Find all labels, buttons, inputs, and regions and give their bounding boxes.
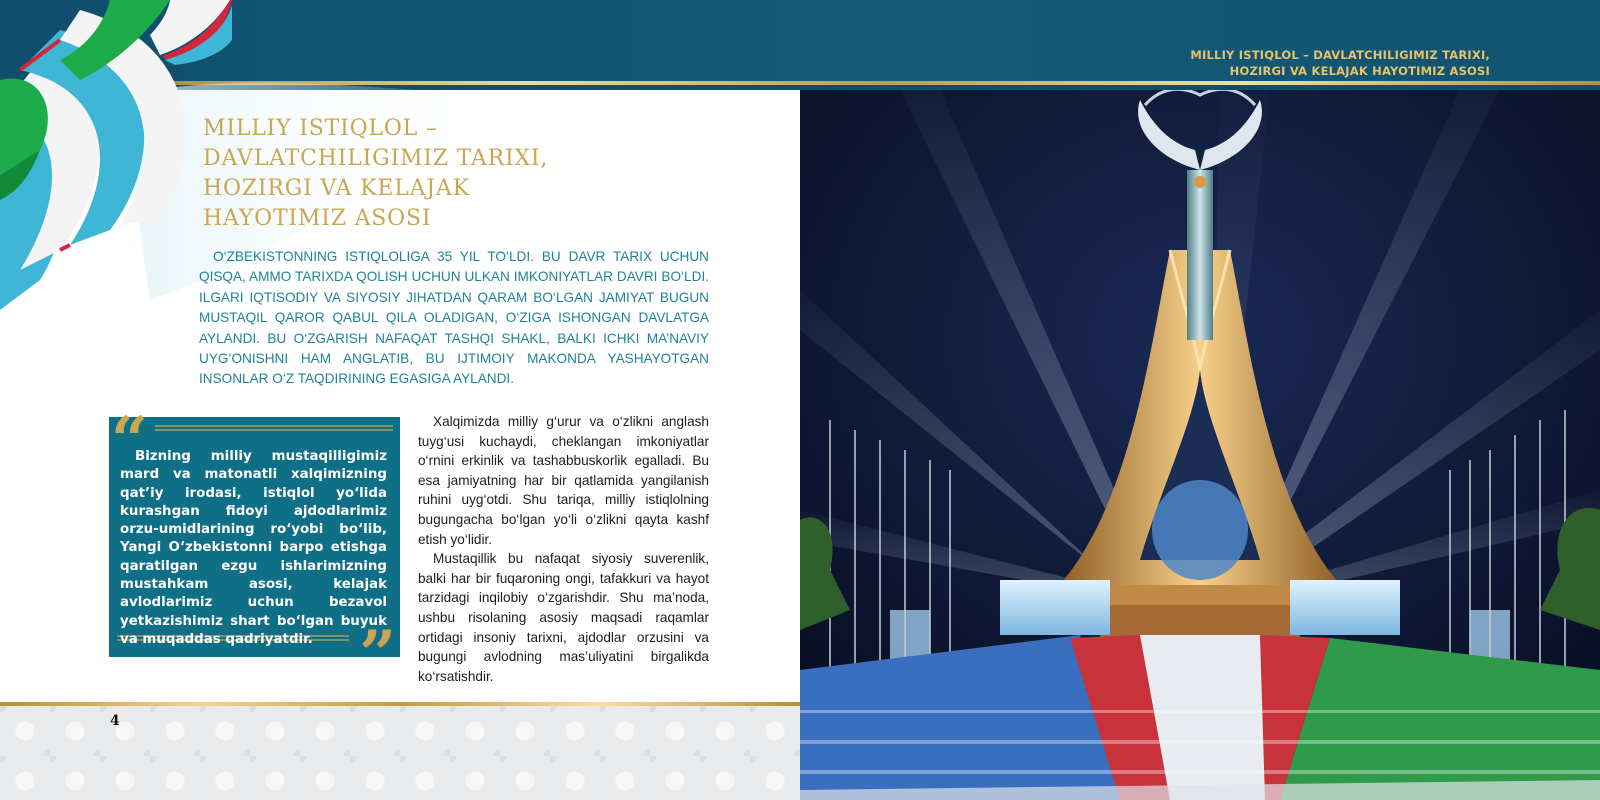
page-title-line-4: HAYOTIMIZ ASOSI bbox=[203, 206, 432, 231]
page-title-line-2: DAVLATCHILIGIMIZ TARIXI, bbox=[203, 146, 549, 171]
page-title-line-3: HOZIRGI VA KELAJAK bbox=[203, 176, 470, 201]
quote-text: Bizning milliy mustaqilligimiz mard va matonatli xalqimizning qat’iy irodasi, istiqlol yo‘lida kurashgan fidoyi ajdodlarimiz orzu-umidlarining ro‘yobi bo‘lib, Yangi O‘zbekistonni barpo etishga qaratilgan ezgu ishlarimizning mustahkam asosi, kelajak avlodlarimiz uchun bezavol yetkazishimiz shart bo‘lgan buyuk va muqaddas qadriyatdir. bbox=[120, 449, 387, 647]
body-paragraph-1: Xalqimizda milliy g‘urur va o‘zlikni anglash tuyg‘usi kuchaydi, cheklangan imkoniyatlar o‘rnini erkinlik va tashabbuskorlik egalladi. Bu esa jamiyatning har bir qatlamida yangilanish ruhini uyg‘otdi. Shu tariqa, milliy istiqlolning bugungacha bo‘lgan yo‘li o‘zlikni qayta kashf etish yo‘lidir. bbox=[418, 414, 709, 547]
page-title bbox=[203, 114, 623, 234]
lead-paragraph: O‘ZBEKISTONNING ISTIQLOLIGA 35 YIL TO‘LDI. BU DAVR TARIX UCHUN QISQA, AMMO TARIXDA QOLISH UCHUN ULKAN IMKONIYATLAR DAVRI BO‘LDI. ILGARI IQTISODIY VA SIYOSIY JIHATDAN QARAM BO‘LGAN JAMIYAT BUGUN MUSTAQIL QAROR QABUL QILA OLADIGAN, O‘ZIGA ISHONGAN DAVLATGA AYLANDI. BU O‘ZGARISH NAFAQAT TASHQI SHAKL, BALKI ICHKI MA’NAVIY UYG‘ONISHNI HAM ANGLATIB, BU IJTIMOIY MAKONDA YASHAYOTGAN INSONLAR O‘Z TAQDIRINING EGASIGA AYLANDI. bbox=[199, 249, 709, 387]
body-paragraph-2: Mustaqillik bu nafaqat siyosiy suverenlik, balki har bir fuqaroning ongi, tafakkuri va hayot tarzidagi inqilobiy o‘zgarishdir. Shu ma’noda, ushbu risolaning asosiy maqsadi raqamlar ortidagi insoniy tarixni, ajdodlar orzusini va bugungi avlodning mas’uliyatini birgalikda ko‘rsatishdir. bbox=[418, 551, 709, 684]
page-title-line-1: MILLIY ISTIQLOL – bbox=[203, 116, 438, 141]
body-text bbox=[418, 412, 709, 686]
open-quote-icon: “ bbox=[111, 403, 148, 478]
monument-photo bbox=[800, 90, 1600, 800]
running-head bbox=[930, 47, 1490, 79]
close-quote-icon: ” bbox=[359, 617, 396, 692]
running-head-line-1: MILLIY ISTIQLOL – DAVLATCHILIGIMIZ TARIXI, bbox=[1190, 48, 1490, 62]
running-head-line-2: HOZIRGI VA KELAJAK HAYOTIMIZ ASOSI bbox=[1229, 64, 1490, 78]
quote-rule-top bbox=[155, 423, 393, 435]
monument-night-scene bbox=[800, 90, 1600, 800]
page-number: 4 bbox=[110, 713, 120, 729]
quote-box bbox=[109, 403, 400, 692]
footer-ornament-pattern bbox=[0, 706, 800, 800]
